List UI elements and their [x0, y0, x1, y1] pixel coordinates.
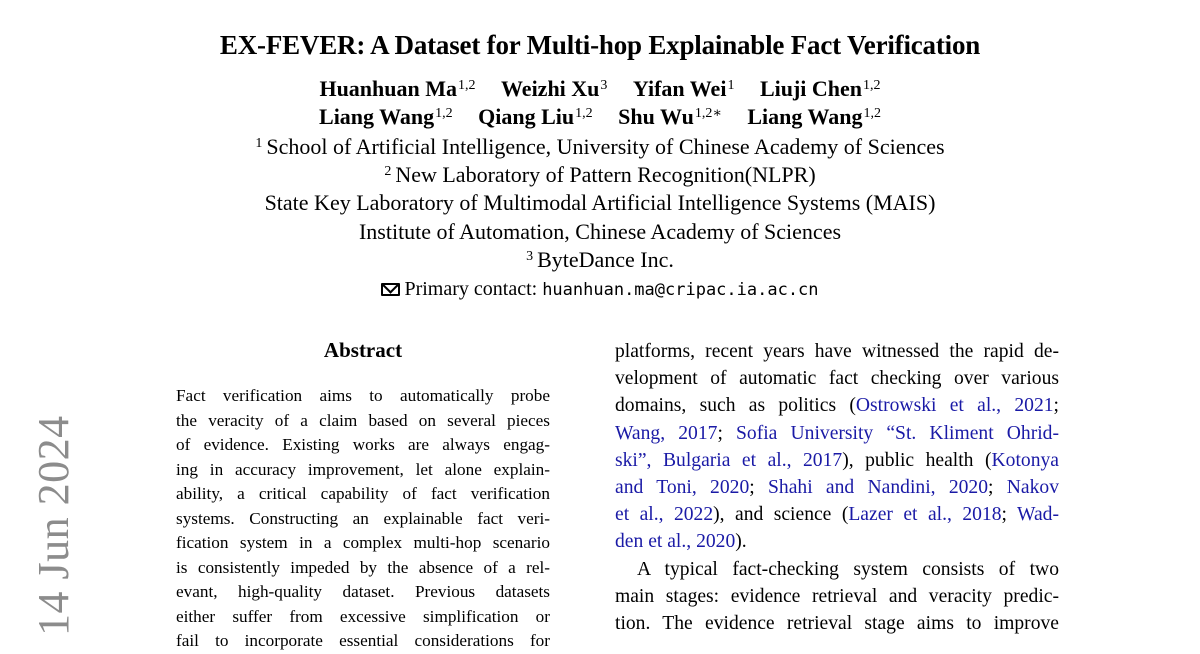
intro-line: den et al., 2020).	[615, 531, 747, 553]
intro-line: tion. The evidence retrieval stage aims to improve	[615, 613, 1059, 635]
abstract-line: either suffer from excessive simplification or	[176, 606, 550, 626]
author: Qiang Liu$^{1,2}$	[478, 104, 593, 129]
intro-line: main stages: evidence retrieval and veracity predic-	[615, 585, 1059, 607]
abstract-line: systems. Constructing an explainable fact veri-	[176, 508, 550, 528]
arxiv-date-stamp: 14 Jun 2024	[29, 415, 78, 636]
abstract-line: of evidence. Existing works are always engag-	[176, 435, 550, 454]
citation-link[interactable]: Wang, 2017	[615, 422, 718, 444]
author-list-row-2	[0, 104, 1200, 130]
author: Liang Wang$^{1,2}$	[319, 104, 453, 129]
citation-link[interactable]: Sofia University “St. Kliment Ohrid-	[736, 422, 1060, 444]
intro-line: et al., 2022), and science (Lazer et al., 2018; Wad-	[615, 504, 1059, 526]
envelope-icon	[381, 283, 400, 296]
author: Liang Wang$^{1,2}$	[747, 104, 881, 129]
contact-email[interactable]: huanhuan.ma@cripac.ia.ac.cn	[542, 280, 819, 300]
abstract-line: ability, a critical capability of fact verification	[176, 484, 550, 503]
abstract-line: evant, high-quality dataset. Previous datasets	[176, 582, 550, 601]
intro-line: and Toni, 2020; Shahi and Nandini, 2020; Nakov	[615, 477, 1060, 499]
abstract-text	[176, 384, 550, 654]
abstract-line: the veracity of a claim based on several pieces	[176, 410, 550, 430]
author-list-row-1	[0, 76, 1200, 102]
citation-link[interactable]: ski”, Bulgaria et al., 2017	[615, 449, 843, 471]
primary-contact	[0, 278, 1200, 301]
intro-line: velopment of automatic fact checking over various	[615, 368, 1059, 390]
author: Weizhi Xu$^3$	[501, 76, 608, 101]
citation-link[interactable]: et al., 2022	[615, 504, 714, 526]
citation-link[interactable]: Ostrowski et al., 2021	[855, 395, 1054, 417]
intro-line: platforms, recent years have witnessed the rapid de-	[615, 341, 1059, 362]
abstract-line: is consistently impeded by the absence of a rel-	[176, 557, 550, 577]
intro-line: A typical fact-checking system consists of two	[637, 558, 1059, 580]
author: Shu $Wu^{1,2∗}$	[618, 104, 722, 129]
abstract-line: Fact verification aims to automatically probe	[176, 386, 550, 405]
abstract-line: ing in accuracy improvement, let alone explain-	[176, 459, 550, 479]
introduction-text	[615, 338, 1059, 637]
citation-link[interactable]: Lazer et al., 2018	[848, 504, 1002, 526]
citation-link[interactable]: Nakov	[1006, 477, 1060, 499]
citation-link[interactable]: Kotonya	[991, 449, 1059, 471]
affiliation: Institute of Automation, Chinese Academy of Sciences	[358, 219, 842, 244]
affiliation: $^1$ School of Artificial Intelligence, University of Chinese Academy of Sciences	[255, 134, 945, 159]
author: Liuji Chen$^{1,2}$	[759, 76, 881, 101]
affiliation: $^2$ New Laboratory of Pattern Recognition(NLPR)	[384, 162, 816, 187]
citation-link[interactable]: and Toni, 2020	[615, 477, 750, 499]
author: Huanhuan Ma$^{1,2}$	[319, 76, 476, 101]
abstract-heading: Abstract	[323, 338, 403, 362]
citation-link[interactable]: Shahi and Nandini, 2020	[768, 477, 989, 499]
intro-line: Wang, 2017; Sofia University “St. Kliment Ohrid-	[615, 422, 1060, 444]
abstract-line: fail to incorporate essential considerations for	[176, 631, 550, 650]
abstract-line: fication system in a complex multi-hop scenario	[176, 533, 550, 552]
paper-title: EX-FEVER: A Dataset for Multi-hop Explainable Fact Verification	[219, 30, 981, 60]
intro-line: domains, such as politics (Ostrowski et al., 2021;	[615, 395, 1059, 417]
author: Yifan Wei$^1$	[632, 76, 735, 101]
citation-link[interactable]: den et al., 2020	[615, 531, 736, 553]
affiliation: $^3$ ByteDance Inc.	[526, 247, 674, 272]
affiliation: State Key Laboratory of Multimodal Artificial Intelligence Systems (MAIS)	[264, 190, 936, 215]
citation-link[interactable]: Wad-	[1017, 504, 1059, 526]
contact-label: Primary contact:	[404, 278, 538, 300]
intro-line: ski”, Bulgaria et al., 2017), public health (Kotonya	[615, 449, 1059, 471]
